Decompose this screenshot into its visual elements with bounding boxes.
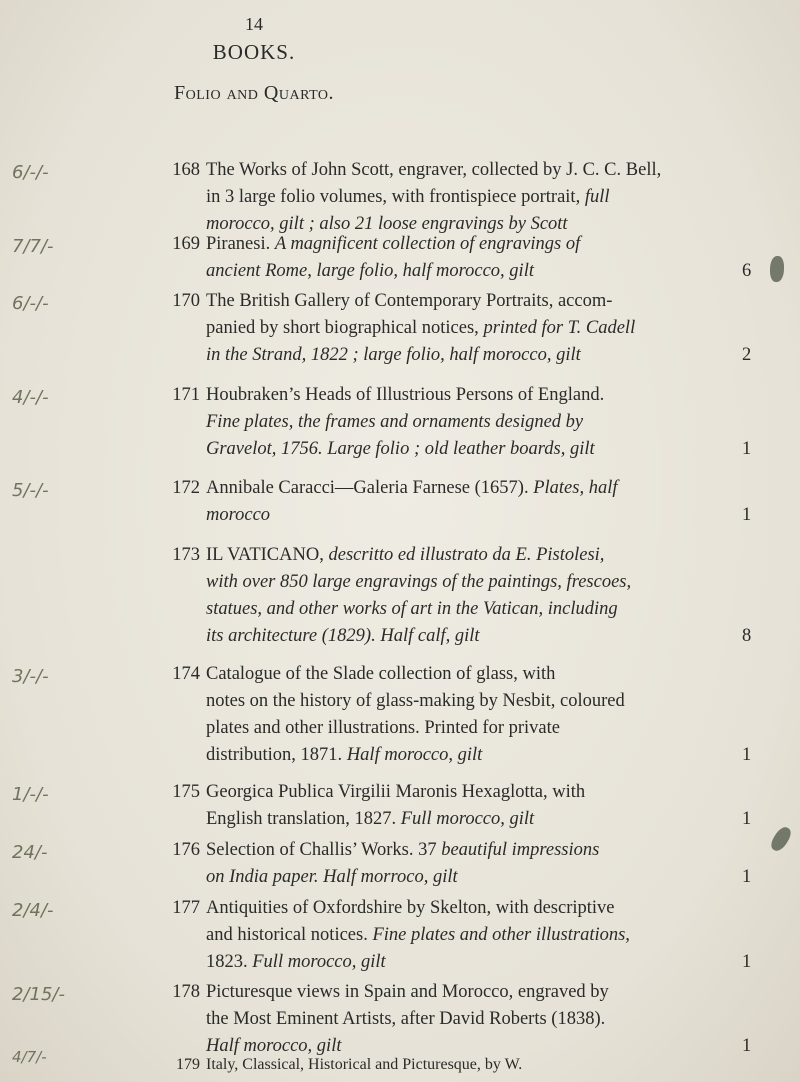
lot-number: 170 bbox=[172, 291, 200, 311]
handwritten-price: 6/-/- bbox=[12, 162, 49, 183]
handwritten-price: 6/-/- bbox=[12, 293, 49, 314]
entry-line: Gravelot, 1756. Large folio ; old leather boards, gilt bbox=[206, 439, 595, 459]
entry-line: the Most Eminent Artists, after David Roberts (1838). bbox=[206, 1009, 606, 1029]
entry-line: Half morocco, gilt bbox=[206, 1036, 342, 1056]
catalogue-entry bbox=[206, 288, 766, 369]
lot-number: 178 bbox=[172, 982, 200, 1002]
handwritten-price: 4/7/- bbox=[12, 1048, 47, 1066]
entry-line: Annibale Caracci—Galeria Farnese (1657). Plates, half bbox=[206, 478, 618, 498]
lot-number: 176 bbox=[172, 840, 200, 860]
lot-number: 177 bbox=[172, 898, 200, 918]
handwritten-price: 1/-/- bbox=[12, 784, 49, 805]
lot-number: 168 bbox=[172, 160, 200, 180]
entry-line: on India paper. Half morroco, gilt bbox=[206, 867, 458, 887]
entry-line: statues, and other works of art in the Vatican, including bbox=[206, 599, 618, 619]
quantity: 6 bbox=[742, 261, 752, 281]
catalogue-entry bbox=[206, 231, 766, 285]
entry-line: panied by short biographical notices, printed for T. Cadell bbox=[206, 318, 636, 338]
entry-line: Houbraken’s Heads of Illustrious Persons of England. bbox=[206, 385, 605, 405]
quantity: 1 bbox=[742, 439, 752, 459]
catalogue-entry bbox=[206, 475, 766, 529]
catalogue-entry bbox=[206, 837, 766, 891]
lot-number: 175 bbox=[172, 782, 200, 802]
entry-line: Antiquities of Oxfordshire by Skelton, with descriptive bbox=[206, 898, 615, 918]
quantity: 1 bbox=[742, 809, 752, 829]
entry-line: plates and other illustrations. Printed for private bbox=[206, 718, 560, 738]
quantity: 1 bbox=[742, 867, 752, 887]
handwritten-price: 5/-/- bbox=[12, 480, 49, 501]
entry-line: morocco bbox=[206, 505, 271, 525]
section-heading: BOOKS. bbox=[212, 40, 296, 64]
handwritten-price: 3/-/- bbox=[12, 666, 49, 687]
entry-line: Fine plates, the frames and ornaments designed by bbox=[206, 412, 584, 432]
catalogue-entry bbox=[206, 979, 766, 1060]
quantity: 2 bbox=[742, 345, 752, 365]
entry-line: ancient Rome, large folio, half morocco, gilt bbox=[206, 261, 534, 281]
section-subheading: Folio and Quarto. bbox=[174, 82, 334, 104]
lot-number: 174 bbox=[172, 664, 200, 684]
catalogue-entry bbox=[206, 1055, 766, 1075]
handwritten-price: 4/-/- bbox=[12, 387, 49, 408]
quantity: 1 bbox=[742, 952, 752, 972]
handwritten-price: 24/- bbox=[12, 842, 48, 863]
lot-number: 169 bbox=[172, 234, 200, 254]
lot-number: 172 bbox=[172, 478, 200, 498]
entry-line: IL VATICANO, descritto ed illustrato da E. Pistolesi, bbox=[206, 545, 605, 565]
entry-line: notes on the history of glass-making by Nesbit, coloured bbox=[206, 691, 625, 711]
lot-number: 179 bbox=[176, 1056, 200, 1073]
entry-line: morocco, gilt ; also 21 loose engravings by Scott bbox=[206, 214, 568, 234]
pencil-mark bbox=[768, 824, 793, 854]
handwritten-price: 2/4/- bbox=[12, 900, 54, 921]
entry-line: in the Strand, 1822 ; large folio, half morocco, gilt bbox=[206, 345, 581, 365]
entry-line: in 3 large folio volumes, with frontispiece portrait, full bbox=[206, 187, 610, 207]
lot-number: 171 bbox=[172, 385, 200, 405]
entry-line: Georgica Publica Virgilii Maronis Hexaglotta, with bbox=[206, 782, 586, 802]
entry-line: its architecture (1829). Half calf, gilt bbox=[206, 626, 480, 646]
handwritten-price: 2/15/- bbox=[12, 984, 65, 1005]
catalogue-entry bbox=[206, 382, 766, 463]
entry-line: The Works of John Scott, engraver, collected by J. C. C. Bell, bbox=[206, 160, 662, 180]
quantity: 1 bbox=[742, 745, 752, 765]
entry-line: Picturesque views in Spain and Morocco, engraved by bbox=[206, 982, 609, 1002]
lot-number: 173 bbox=[172, 545, 200, 565]
catalogue-entry bbox=[206, 895, 766, 976]
quantity: 1 bbox=[742, 505, 752, 525]
entry-line: Selection of Challis’ Works. 37 beautiful impressions bbox=[206, 840, 600, 860]
entry-line: 1823. Full morocco, gilt bbox=[206, 952, 386, 972]
catalogue-entry bbox=[206, 661, 766, 769]
entry-line: English translation, 1827. Full morocco, gilt bbox=[206, 809, 535, 829]
quantity: 8 bbox=[742, 626, 752, 646]
catalogue-entry bbox=[206, 779, 766, 833]
catalogue-entry bbox=[206, 542, 766, 650]
entry-line: with over 850 large engravings of the paintings, frescoes, bbox=[206, 572, 632, 592]
entry-line: The British Gallery of Contemporary Portraits, accom- bbox=[206, 291, 613, 311]
entry-line: Piranesi. A magnificent collection of engravings of bbox=[206, 234, 581, 254]
entry-line: and historical notices. Fine plates and other illustrations, bbox=[206, 925, 630, 945]
entry-line: distribution, 1871. Half morocco, gilt bbox=[206, 745, 483, 765]
pencil-mark bbox=[770, 256, 784, 282]
quantity: 1 bbox=[742, 1036, 752, 1056]
entry-line: Catalogue of the Slade collection of glass, with bbox=[206, 664, 556, 684]
page-number: 14 bbox=[245, 14, 263, 34]
handwritten-price: 7/7/- bbox=[12, 236, 54, 257]
entry-line: Italy, Classical, Historical and Picturesque, by W. bbox=[206, 1056, 523, 1073]
catalogue-entry bbox=[206, 157, 766, 238]
